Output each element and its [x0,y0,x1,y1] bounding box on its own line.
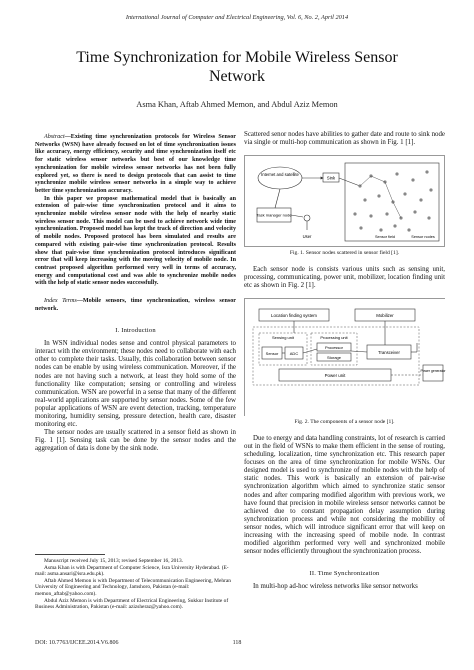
section-heading-introduction: I. Introduction [115,327,156,335]
footnote-received: Manuscript received July 15, 2013; revised September 16, 2013. [44,558,184,564]
journal-header: International Journal of Computer and Electrical Engineering, Vol. 6, No. 2, April 2014 [125,14,349,21]
label-task-manager: Task manager node [256,212,292,218]
label-sensor: Sensor [265,351,279,357]
index-terms-text: —Mobile sensors, time synchronization, wireless sensor network. [35,298,237,312]
left-column [35,134,236,453]
time-sync-paragraph-1: In multi-hop ad-hoc wireless networks like sensor networks [253,582,418,590]
label-transceiver: Transceiver [378,350,400,356]
figure-1-sensor-field [244,155,445,247]
label-mobilizer: Mobilizer [376,313,394,319]
label-sensing-unit: Sensing unit [271,335,295,341]
right-column [244,131,445,591]
footnotes [35,554,236,611]
label-sensor-field: Sensor field [374,235,396,240]
label-storage: Storage [326,355,342,361]
footnote-author-1: Asma Khan is with Department of Computer Science, Isra University Hyderabad. (E-mail: asma.ansari@isra.edu.pk). [35,564,229,578]
abstract-label: Abstract [44,134,65,140]
label-sensor-nodes: Sensor nodes [411,235,435,240]
label-location-finding: Location finding system [271,313,317,319]
figure-2-sensor-node-components [244,298,445,416]
index-terms [35,298,236,313]
title-line-2: Network [209,68,265,85]
label-adc: ADC [289,351,299,357]
figure-1-caption: Fig. 1. Sensor nodes scattered in sensor field [1]. [289,250,400,257]
label-power-unit: Power unit [324,373,346,379]
footnote-author-3: Abdul Aziz Memon is with Department of Electrical Engineering, Sukkur Institute of Business Administration, Pakistan (e-mail: azizsheraz@yahoo.com). [35,597,229,611]
paper-title [60,48,414,86]
figure-2-diagram [245,299,446,417]
intro-paragraph-2: The sensor nodes are usually scattered in a sensor field as shown in Fig. 1 [1]. Sensing task can be done by the sensor nodes and the aggregation of data is done by the sink node. [35,429,236,453]
label-processing-unit: Processing unit [320,335,348,341]
power-generator-box [423,365,443,381]
abstract [35,134,236,288]
section-heading-time-sync: II. Time Synchronization [309,570,380,578]
internet-cloud-icon [258,167,302,189]
title-line-1: Time Synchronization for Mobile Wireless Sensor [76,49,398,66]
label-power-generator: Power generator [420,369,446,374]
label-internet: Internet and satellite [261,172,299,178]
abstract-paragraph-2: In this paper we propose mathematical model that is basically an extension of pair-wise time synchronization protocol and it aims to synchronize mobile wireless sensor node with the help of nearby static wireless sensor node. This model can be used to achieve network wide time synchronization. Proposed model has kept the track of direction and velocity of mobile nodes. Proposed protocol has been simulated and results are compared with existing pair-wise time synchronization protocol. Results show that pair-wise time synchronization protocol introduces significant error that will keep increasing with the moving velocity of mobile node. In contrast proposed algorithm performed very well in terms of accuracy, energy and computational cost and was able to synchronize mobile nodes with the help of static sensor nodes successfully. [35,195,236,287]
footnote-author-2: Aftab Ahmed Memon is with Department of Telecommunication Engineering, Mehran University of Engineering and Technology, Jamshoro, Pakistan (e-mail: memon_aftab@yahoo.com). [35,577,231,597]
figure-2-caption: Fig. 2. The components of a sensor node [1]. [294,419,395,426]
figure-1-diagram [245,156,446,248]
index-terms-paragraph [35,298,236,313]
label-processor: Processor [324,345,344,351]
index-terms-label: Index Terms [44,298,77,305]
user-icon [304,215,310,221]
authors: Asma Khan, Aftab Ahmed Memon, and Abdul Aziz Memon [136,100,338,109]
label-sink: Sink [326,175,336,181]
label-user: User [302,234,312,240]
doi: DOI: 10.7763/IJCEE.2014.V6.806 [35,640,119,646]
abstract-text-1: —Existing time synchronization protocols for Wireless Sensor Networks (WSN) have already focused on lot of time synchronization issues like accuracy, energy efficiency, security and time synchronization itself etc for static wireless sensor networks but best of our knowledge time synchronization for mobile wireless sensor networks has not been fully explored yet, so there is need to design protocols that can assist to time synchronize mobile wireless sensor networks in a simple way to achieve better time synchronization accuracy. [35,134,236,194]
right-intro-paragraph: Scattered senor nodes have abilities to gather date and route to sink node via single or multi-hop communication as shown in Fig. 1 [1]. [244,131,445,147]
abstract-paragraph-1 [35,134,236,196]
footnote-rule [35,554,105,555]
right-paragraph-research: Due to energy and data handling constraints, lot of research is carried out in the field of WSNs to make them efficient in the sense of routing, scheduling, localization, time synchronization etc. This research paper focuses on the area of time synchronization for mobile WSNs. Our designed model is used to synchronize of mobile nodes with the help of static nodes. This work is basically an extension of pair-wise synchronization algorithm which aimed to synchronize static sensor nodes and after comparing modified algorithm with previous work, we have found that precision in mobile wireless sensor networks cannot be achieved due to constant propagation delay assumption during synchronization process and while not considering the mobility of sensor nodes, which will introduce significant error that will keep on increasing with the increasing speed of mobile node. In contrast modified algorithm performed very well and synchronized mobile sensor nodes efficiently throughout the synchronization process. [244,434,445,556]
intro-paragraph-1: In WSN individual nodes sense and control physical parameters to interact with the environment; these nodes need to collaborate with each other to complete their tasks. Usually, this collaboration between sensor nodes can be enable by using wireless communication. Moreover, if the nodes are not having such a network, at least they hold some of the functionality like computation; sensing or controlling and wireless communication. WSN are powerful in a sense that many of the different real-world applications are supported by sensor nodes. Some of the few popular applications of WSN are event detection, tracking, temperature monitoring, humidity sensing, pressure detection, health care, disaster monitoring etc. [35,340,236,429]
right-paragraph-units: Each sensor node is consists various units such as sensing unit, processing, communicating, power unit, mobilizer, location finding unit etc as shown in Fig. 2 [1]. [244,265,445,290]
page-number: 118 [232,640,242,646]
